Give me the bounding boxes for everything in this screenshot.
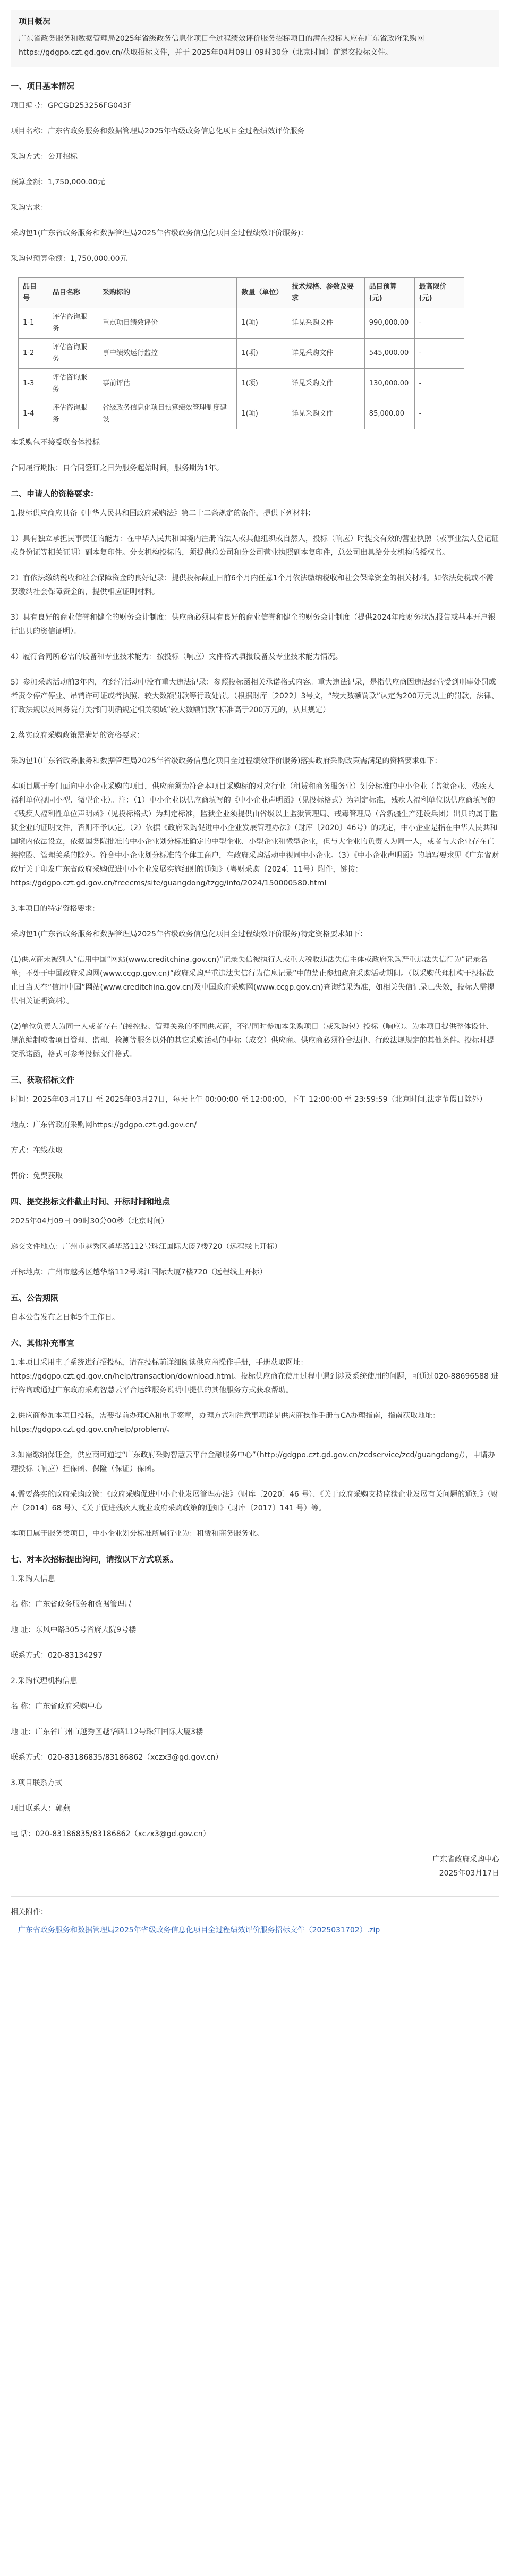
paragraph: 采购包1(广东省政务服务和数据管理局2025年省级政务信息化项目全过程绩效评价服务)：	[11, 229, 308, 238]
paragraph: 地 址：广东省广州市越秀区越华路112号珠江国际大厦3楼	[11, 1728, 203, 1736]
paragraph: 本项目属于服务类项目，中小企业划分标准所属行业为：租赁和商务服务业。	[11, 1530, 264, 1538]
table-row	[19, 308, 464, 339]
section-heading: 五、公告期限	[11, 1293, 59, 1303]
table-cell: 评估咨询服务	[48, 308, 98, 339]
table-cell: 1(项)	[237, 308, 287, 339]
divider	[11, 1896, 499, 1897]
table-cell: 1-1	[19, 308, 48, 339]
paragraph: 本采购包不接受联合体投标	[11, 438, 100, 447]
paragraph: 1）具有独立承担民事责任的能力：在中华人民共和国境内注册的法人或其他组织或自然人，投标（响应）时提交有效的营业执照（或事业法人登记证或身份证等相关证明）副本复印件。分支机构投标的，须提供总公司和分公司营业执照副本复印件，总公司出具给分支机构的授权书。	[11, 535, 499, 557]
paragraph: 时间：2025年03月17日 至 2025年03月27日，每天上午 00:00:00 至 12:00:00，下午 12:00:00 至 23:59:59（北京时间,法定节假日除外）	[11, 1095, 487, 1104]
paragraph: 1.投标供应商应具备《中华人民共和国政府采购法》第二十二条规定的条件，提供下列材料：	[11, 509, 316, 518]
attachments-label: 相关附件：	[11, 1908, 48, 1916]
table-row	[19, 399, 464, 429]
paragraph: 1.本项目采用电子系统进行招投标，请在投标前详细阅读供应商操作手册，手册获取网址：https://gdgpo.czt.gd.gov.cn/help/transaction/download.html。投标供应商在使用过程中遇到涉及系统使用的问题，可通过020-88696588 进行咨询或通过广东政府采购智慧云平台运维服务说明中提供的其他服务方式获取帮助。	[11, 1358, 499, 1395]
table-cell: 545,000.00	[364, 339, 414, 369]
paragraph: 4）履行合同所必需的设备和专业技术能力：按投标（响应）文件格式填报设备及专业技术能力情况。	[11, 653, 343, 661]
signature-org: 广东省政府采购中心	[432, 1855, 499, 1864]
table-cell: 事中绩效运行监控	[98, 339, 237, 369]
paragraph: 项目编号：GPCGD253256FG043F	[11, 102, 132, 110]
paragraph: 名 称：广东省政务服务和数据管理局	[11, 1600, 132, 1609]
paragraph: 采购需求：	[11, 204, 48, 212]
procurement-items-table	[18, 277, 464, 429]
table-cell: 事前评估	[98, 369, 237, 399]
paragraph: 递交文件地点：广州市越秀区越华路112号珠江国际大厦7楼720（远程线上开标）	[11, 1243, 282, 1251]
table-cell: 详见采购文件	[287, 308, 364, 339]
overview-title: 项目概况	[19, 16, 51, 26]
table-cell: -	[414, 339, 464, 369]
paragraph: 2.供应商参加本项目投标，需要提前办理CA和电子签章，办理方式和注意事项详见供应商操作手册与CA办理指南，指南获取地址：https://gdgpo.czt.gd.gov.cn/help/problem/。	[11, 1412, 440, 1434]
table-header-cell: 技术规格、参数及要求	[287, 278, 364, 308]
project-overview-box	[11, 10, 499, 67]
table-cell: 990,000.00	[364, 308, 414, 339]
paragraph: 联系方式：020-83134297	[11, 1651, 103, 1660]
table-cell: 评估咨询服务	[48, 399, 98, 429]
table-cell: 1(项)	[237, 369, 287, 399]
paragraph: 4.需要落实的政府采购政策：《政府采购促进中小企业发展管理办法》（财库〔2020〕46 号）、《关于政府采购支持监狱企业发展有关问题的通知》（财库〔2014〕68 号）、《关于促进残疾人就业政府采购政策的通知》（财库〔2017〕141 号）等。	[11, 1490, 499, 1513]
table-header-row	[19, 278, 464, 308]
paragraph: 2.采购代理机构信息	[11, 1677, 78, 1685]
paragraph: 采购包1(广东省政务服务和数据管理局2025年省级政务信息化项目全过程绩效评价服务)落实政府采购政策需满足的资格要求如下：	[11, 757, 442, 765]
section-heading: 三、获取招标文件	[11, 1075, 75, 1085]
table-cell: -	[414, 399, 464, 429]
section-heading: 二、申请人的资格要求：	[11, 489, 99, 499]
paragraph: 开标地点：广州市越秀区越华路112号珠江国际大厦7楼720（远程线上开标）	[11, 1268, 267, 1277]
section-heading: 四、提交投标文件截止时间、开标时间和地点	[11, 1197, 171, 1206]
paragraph: 采购方式：公开招标	[11, 153, 78, 161]
paragraph: 项目联系人：郭燕	[11, 1804, 70, 1813]
table-cell: 详见采购文件	[287, 369, 364, 399]
paragraph: 3.如需缴纳保证金，供应商可通过“广东政府采购智慧云平台金融服务中心”（http://gdgpo.czt.gd.gov.cn/zcdservice/zcd/guangdong/），申请办理投标（响应）担保函、保险（保证）保函。	[11, 1451, 496, 1473]
paragraph: 名 称：广东省政府采购中心	[11, 1702, 103, 1711]
paragraph: 联系方式：020-83186835/83186862（xczx3@gd.gov.cn）	[11, 1753, 223, 1762]
table-cell: 重点项目绩效评价	[98, 308, 237, 339]
table-header-cell: 数量（单位）	[237, 278, 287, 308]
paragraph: 方式：在线获取	[11, 1146, 63, 1155]
announcement-page	[11, 10, 499, 1935]
paragraph: 项目名称：广东省政务服务和数据管理局2025年省级政务信息化项目全过程绩效评价服务	[11, 127, 305, 136]
paragraph: 采购包1(广东省政务服务和数据管理局2025年省级政务信息化项目全过程绩效评价服务)特定资格要求如下：	[11, 930, 368, 939]
table-header-cell: 品目预算(元)	[364, 278, 414, 308]
table-header-cell: 品目名称	[48, 278, 98, 308]
paragraph: 地点：广东省政府采购网https://gdgpo.czt.gd.gov.cn/	[11, 1121, 197, 1129]
table-cell: 1-2	[19, 339, 48, 369]
table-header-cell: 最高限价(元)	[414, 278, 464, 308]
table-header-cell: 采购标的	[98, 278, 237, 308]
table-cell: 省级政务信息化项目预算绩效管理制度建设	[98, 399, 237, 429]
paragraph: 合同履行期限：自合同签订之日为服务起始时间，服务期为1年。	[11, 464, 224, 472]
paragraph: 3.项目联系方式	[11, 1779, 63, 1787]
table-cell: 85,000.00	[364, 399, 414, 429]
table-cell: 详见采购文件	[287, 399, 364, 429]
table-row	[19, 339, 464, 369]
paragraph: 1.采购人信息	[11, 1575, 55, 1583]
table-cell: 130,000.00	[364, 369, 414, 399]
signature-date: 2025年03月17日	[439, 1869, 499, 1878]
table-header-cell: 品目号	[19, 278, 48, 308]
table-cell: 1(项)	[237, 339, 287, 369]
paragraph: 3）具有良好的商业信誉和健全的财务会计制度：供应商必须具有良好的商业信誉和健全的财务会计制度（提供2024年度财务状况报告或基本开户银行出具的资信证明）。	[11, 613, 496, 636]
table-cell: 评估咨询服务	[48, 339, 98, 369]
table-cell: 1-4	[19, 399, 48, 429]
paragraph: 自本公告发布之日起5个工作日。	[11, 1313, 120, 1322]
paragraph: 2025年04月09日 09时30分00秒（北京时间）	[11, 1217, 169, 1226]
table-cell: 评估咨询服务	[48, 369, 98, 399]
paragraph: (1)供应商未被列入“信用中国”网站(www.creditchina.gov.cn)“记录失信被执行人或重大税收违法失信主体或政府采购严重违法失信行为”记录名单；不处于中国政府采购网(www.ccgp.gov.cn)“政府采购严重违法失信行为信息记录”中的禁止参加政府采购活动期间。（以采购代理机构于投标截止日当天在“信用中国”网站(www.creditchina.gov.cn)及中国政府采购网(www.ccgp.gov.cn)查询结果为准，如相关失信记录已失效，投标人需提供相关证明资料）。	[11, 956, 495, 1006]
section-heading: 七、对本次招标提出询问，请按以下方式联系。	[11, 1555, 178, 1564]
paragraph: 5）参加采购活动前3年内，在经营活动中没有重大违法记录：参照投标函相关承诺格式内容。重大违法记录，是指供应商因违法经营受到刑事处罚或者责令停产停业、吊销许可证或者执照、较大数额罚款等行政处罚。（根据财库〔2022〕3号文，“较大数额罚款”认定为200万元以上的罚款，法律、行政法规以及国务院有关部门明确规定相关领域“较大数额罚款”标准高于200万元的，从其规定）	[11, 678, 499, 714]
paragraph: 预算金额：1,750,000.00元	[11, 178, 105, 187]
section-heading: 六、其他补充事宜	[11, 1338, 75, 1348]
table-cell: -	[414, 369, 464, 399]
paragraph: 2）有依法缴纳税收和社会保障资金的良好记录：提供投标截止日前6个月内任意1个月依法缴纳税收和社会保障资金的相关材料。如依法免税或不需要缴纳社会保障资金的，提供相应证明材料。	[11, 574, 494, 596]
table-cell: 详见采购文件	[287, 339, 364, 369]
table-cell: -	[414, 308, 464, 339]
overview-text: 广东省政务服务和数据管理局2025年省级政务信息化项目全过程绩效评价服务招标项目的潜在投标人应在广东省政府采购网https://gdgpo.czt.gd.gov.cn/获取招标文件，并于 2025年04月09日 09时30分（北京时间）前递交投标文件。	[19, 35, 424, 57]
table-cell: 1(项)	[237, 399, 287, 429]
paragraph: 3.本项目的特定资格要求：	[11, 905, 100, 913]
paragraph: 地 址：东风中路305号省府大院9号楼	[11, 1626, 137, 1634]
table-cell: 1-3	[19, 369, 48, 399]
attachment-link[interactable]: 广东省政务服务和数据管理局2025年省级政务信息化项目全过程绩效评价服务招标文件（2025031702）.zip	[18, 1926, 380, 1935]
table-row	[19, 369, 464, 399]
paragraph: 售价：免费获取	[11, 1172, 63, 1180]
paragraph: (2)单位负责人为同一人或者存在直接控股、管理关系的不同供应商，不得同时参加本采购项目（或采购包）投标（响应）。为本项目提供整体设计、规范编制或者项目管理、监理、检测等服务以外的其它采购活动的中标（成交）供应商。供应商必须符合法律、行政法规规定的其他条件。投标时提交承诺函，格式可参考投标文件格式。	[11, 1023, 494, 1059]
paragraph: 2.落实政府采购政策需满足的资格要求：	[11, 731, 144, 740]
announcement-body	[11, 80, 499, 1841]
paragraph: 本项目属于专门面向中小企业采购的项目，供应商须为符合本项目采购标的对应行业（租赁和商务服务业）划分标准的中小企业（监狱企业、残疾人福利单位视同小型、微型企业）。注：（1）中小企业以供应商填写的《中小企业声明函》（见投标格式）为判定标准，残疾人福利单位以供应商填写的《残疾人福利性单位声明函》（见投标格式）为判定标准，监狱企业须提供由省级以上监狱管理局、戒毒管理局（含新疆生产建设兵团）出具的属于监狱企业的证明文件，否则不予认定。（2）依据《政府采购促进中小企业发展管理办法》（财库〔2020〕46号）的规定，中小企业是指在中华人民共和国境内依法设立，依据国务院批准的中小企业划分标准确定的中型企业、小型企业和微型企业，但与大企业的负责人为同一人，或者与大企业存在直接控股、管理关系的除外。符合中小企业划分标准的个体工商户，在政府采购活动中视同中小企业。（3）《中小企业声明函》的填写要求见《广东省财政厅关于印发广东省政府采购促进中小企业发展实施细则的通知》（粤财采购〔2024〕11号）附件，链接：https://gdgpo.czt.gd.gov.cn/freecms/site/guangdong/tzgg/info/2024/150000580.html	[11, 782, 499, 888]
paragraph: 采购包预算金额：1,750,000.00元	[11, 255, 128, 263]
section-heading: 一、项目基本情况	[11, 81, 75, 91]
paragraph: 电 话：020-83186835/83186862（xczx3@gd.gov.cn）	[11, 1830, 210, 1838]
